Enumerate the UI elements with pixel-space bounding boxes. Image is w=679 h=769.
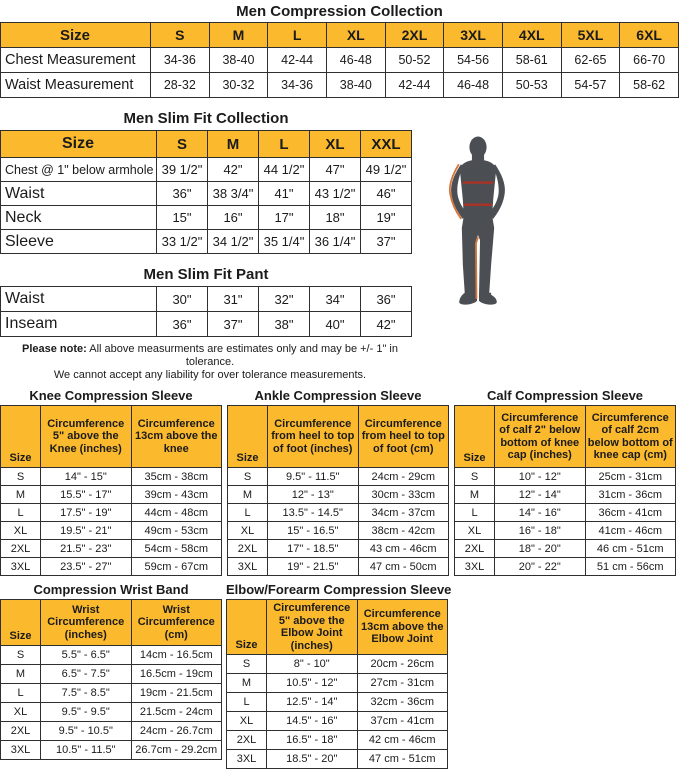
cell: 26.7cm - 29.2cm [131,741,222,760]
size-cell: 3XL [1,558,41,576]
men-slim-fit-pant-table [0,286,412,337]
size-cell: S [227,655,267,674]
size-col-header: 4XL [502,23,561,48]
cell: 42 cm - 46cm [357,731,448,750]
size-col-header: L [268,23,327,48]
table-row [228,504,449,522]
table-row [1,287,412,312]
cell: 46" [361,182,412,206]
size-col-header: 5XL [561,23,620,48]
cell: 31cm - 36cm [585,486,676,504]
cell: 30cm - 33cm [358,486,449,504]
row-label: Sleeve [1,230,157,254]
cell: 51 cm - 56cm [585,558,676,576]
cell: 34-36 [268,73,327,98]
table-row [1,312,412,337]
men-compression-collection-title: Men Compression Collection [236,3,443,20]
cell: 43 cm - 46cm [358,540,449,558]
male-figure-illustration [444,135,512,315]
cell: 32cm - 36cm [357,693,448,712]
cell: 34" [310,287,361,312]
cell: 16" - 18" [495,522,586,540]
sleeve-tables-row-1 [0,388,679,576]
cell: 16" [208,206,259,230]
cell: 33 1/2" [157,230,208,254]
cell: 32" [259,287,310,312]
cell: 9.5" - 10.5" [41,722,132,741]
cell: 39 1/2" [157,158,208,182]
knee-compression-sleeve-title: Knee Compression Sleeve [29,388,193,403]
cell: 14cm - 16.5cm [131,646,222,665]
table-row [1,522,222,540]
cell: 19.5" - 21" [41,522,132,540]
cell: 18" - 20" [495,540,586,558]
cell: 35 1/4" [259,230,310,254]
size-cell: L [455,504,495,522]
row-label: Waist [1,182,157,206]
cell: 36cm - 41cm [585,504,676,522]
cell: 50-52 [385,48,444,73]
cell: 12" - 13" [268,486,359,504]
size-cell: S [1,646,41,665]
size-col-header: L [259,131,310,158]
cell: 30-32 [209,73,268,98]
cell: 37cm - 41cm [357,712,448,731]
men-compression-collection-section [0,0,679,98]
table-row [1,741,222,760]
cell: 44cm - 48cm [131,504,222,522]
size-col-header: M [209,23,268,48]
size-header: Size [1,600,41,646]
inches-column-header: Circumference of calf 2" below bottom of knee cap (inches) [495,406,586,468]
table-row [1,703,222,722]
size-cell: 3XL [455,558,495,576]
cell: 36" [361,287,412,312]
cell: 27cm - 31cm [357,674,448,693]
table-row [1,230,412,254]
cell: 34 1/2" [208,230,259,254]
cell: 43 1/2" [310,182,361,206]
header-row [1,600,222,646]
cell: 12" - 14" [495,486,586,504]
cell: 46 cm - 51cm [585,540,676,558]
table-row [1,48,679,73]
cell: 18" [310,206,361,230]
table-row [1,558,222,576]
cell: 15" - 16.5" [268,522,359,540]
header-row [1,406,222,468]
cell: 31" [208,287,259,312]
cell: 47 cm - 51cm [357,750,448,769]
cell: 46-48 [326,48,385,73]
cell: 46-48 [444,73,503,98]
table-row [455,558,676,576]
tolerance-note-line2: We cannot accept any liability for over tolerance measurements. [53,369,367,381]
size-header: Size [228,406,268,468]
cell: 19cm - 21.5cm [131,684,222,703]
size-col-header: XL [310,131,361,158]
size-cell: 3XL [227,750,267,769]
size-cell: M [1,665,41,684]
knee-compression-sleeve-table [0,405,222,576]
cell: 18.5" - 20" [267,750,358,769]
cell: 47" [310,158,361,182]
cell: 41" [259,182,310,206]
calf-compression-sleeve-section [454,388,676,576]
cell: 6.5" - 7.5" [41,665,132,684]
table-row [1,73,679,98]
header-row [455,406,676,468]
cell: 38-40 [209,48,268,73]
size-col-header: XL [326,23,385,48]
table-row [1,684,222,703]
men-slim-fit-collection-table [0,130,412,254]
cell: 54cm - 58cm [131,540,222,558]
size-cell: 3XL [1,741,41,760]
cell: 24cm - 26.7cm [131,722,222,741]
cell: 9.5" - 11.5" [268,468,359,486]
size-cell: XL [455,522,495,540]
table-row [228,540,449,558]
elbow-forearm-compression-sleeve-table [226,599,448,769]
header-row [228,406,449,468]
cell: 14" - 15" [41,468,132,486]
cell: 16.5" - 18" [267,731,358,750]
inches-column-header: Wrist Circumference (inches) [41,600,132,646]
size-cell: 2XL [227,731,267,750]
table-row [1,504,222,522]
sleeve-tables-row-2 [0,582,679,769]
cell: 16.5cm - 19cm [131,665,222,684]
inseam-measurement-line [476,237,478,299]
size-header: Size [1,131,157,158]
size-cell: XL [1,522,41,540]
cell: 34-36 [151,48,210,73]
table-row [227,693,448,712]
inches-column-header: Circumference 5" above the Knee (inches) [41,406,132,468]
table-row [455,468,676,486]
cell: 59cm - 67cm [131,558,222,576]
row-label: Neck [1,206,157,230]
cell: 58-62 [620,73,679,98]
cell: 49cm - 53cm [131,522,222,540]
size-cell: XL [1,703,41,722]
men-slim-fit-collection-title: Men Slim Fit Collection [123,110,289,127]
cell: 49 1/2" [361,158,412,182]
size-col-header: S [151,23,210,48]
size-col-header: XXL [361,131,412,158]
cell: 47 cm - 50cm [358,558,449,576]
men-slim-fit-collection-section [0,110,679,254]
compression-wrist-band-table [0,599,222,760]
table-row [455,522,676,540]
cell: 42" [361,312,412,337]
cell: 54-56 [444,48,503,73]
header-row [1,23,679,48]
size-cell: S [1,468,41,486]
cell: 50-53 [502,73,561,98]
row-label: Inseam [1,312,157,337]
table-row [228,522,449,540]
size-col-header: M [208,131,259,158]
cell: 35cm - 38cm [131,468,222,486]
header-row [1,131,412,158]
cell: 17.5" - 19" [41,504,132,522]
size-cell: L [1,504,41,522]
elbow-forearm-compression-sleeve-section [226,582,451,769]
cell: 17" - 18.5" [268,540,359,558]
cell: 23.5" - 27" [41,558,132,576]
ankle-compression-sleeve-section [227,388,449,576]
cell: 54-57 [561,73,620,98]
table-row [1,540,222,558]
cell: 15.5" - 17" [41,486,132,504]
figure-torso-legs [460,154,496,295]
row-label: Chest @ 1" below armhole [1,158,157,182]
cm-column-header: Circumference 13cm above the Elbow Joint [357,600,448,655]
cell: 13.5" - 14.5" [268,504,359,522]
cell: 14" - 16" [495,504,586,522]
compression-wrist-band-title: Compression Wrist Band [33,582,189,597]
table-row [455,486,676,504]
table-row [455,540,676,558]
cell: 30" [157,287,208,312]
table-row [227,731,448,750]
cell: 42-44 [385,73,444,98]
men-compression-collection-table [0,22,679,98]
knee-compression-sleeve-section [0,388,222,576]
cell: 36" [157,182,208,206]
size-cell: L [227,693,267,712]
elbow-forearm-compression-sleeve-title: Elbow/Forearm Compression Sleeve [226,582,452,597]
cell: 42" [208,158,259,182]
table-row [1,206,412,230]
size-cell: XL [228,522,268,540]
cell: 62-65 [561,48,620,73]
cell: 38 3/4" [208,182,259,206]
table-row [1,158,412,182]
calf-compression-sleeve-table [454,405,676,576]
cell: 25cm - 31cm [585,468,676,486]
cell: 34cm - 37cm [358,504,449,522]
cell: 17" [259,206,310,230]
figure-right-foot [479,293,497,305]
ankle-compression-sleeve-title: Ankle Compression Sleeve [254,388,422,403]
size-header: Size [1,406,41,468]
table-row [1,646,222,665]
inches-column-header: Circumference 5" above the Elbow Joint (inches) [267,600,358,655]
cell: 24cm - 29cm [358,468,449,486]
size-cell: 2XL [228,540,268,558]
cell: 10.5" - 12" [267,674,358,693]
cell: 5.5" - 6.5" [41,646,132,665]
cell: 7.5" - 8.5" [41,684,132,703]
table-row [1,722,222,741]
cell: 12.5" - 14" [267,693,358,712]
size-cell: M [455,486,495,504]
cell: 10.5" - 11.5" [41,741,132,760]
cell: 38-40 [326,73,385,98]
table-row [1,468,222,486]
size-header: Size [1,23,151,48]
cell: 14.5" - 16" [267,712,358,731]
table-row [227,750,448,769]
cell: 19" [361,206,412,230]
tolerance-note-bold: Please note: [22,343,87,355]
cell: 10" - 12" [495,468,586,486]
calf-compression-sleeve-title: Calf Compression Sleeve [486,388,644,403]
size-cell: S [228,468,268,486]
size-col-header: S [157,131,208,158]
size-col-header: 2XL [385,23,444,48]
cm-column-header: Circumference from heel to top of foot (cm) [358,406,449,468]
cell: 20" - 22" [495,558,586,576]
size-header: Size [227,600,267,655]
size-cell: 3XL [228,558,268,576]
header-row [227,600,448,655]
cell: 38cm - 42cm [358,522,449,540]
size-cell: L [1,684,41,703]
table-row [1,486,222,504]
table-row [228,486,449,504]
size-cell: M [1,486,41,504]
cell: 38" [259,312,310,337]
cell: 41cm - 46cm [585,522,676,540]
inches-column-header: Circumference from heel to top of foot (inches) [268,406,359,468]
cell: 37" [208,312,259,337]
cm-column-header: Wrist Circumference (cm) [131,600,222,646]
cell: 37" [361,230,412,254]
male-silhouette-icon [444,135,512,315]
size-col-header: 3XL [444,23,503,48]
row-label: Waist Measurement [1,73,151,98]
ankle-compression-sleeve-table [227,405,449,576]
men-slim-fit-pant-section [0,266,679,337]
table-row [228,468,449,486]
size-cell: M [227,674,267,693]
table-row [455,504,676,522]
cell: 39cm - 43cm [131,486,222,504]
table-row [1,665,222,684]
row-label: Chest Measurement [1,48,151,73]
figure-left-foot [459,293,477,305]
cell: 19" - 21.5" [268,558,359,576]
cm-column-header: Circumference of calf 2cm below bottom of knee cap (cm) [585,406,676,468]
cell: 8" - 10" [267,655,358,674]
table-row [227,674,448,693]
cell: 20cm - 26cm [357,655,448,674]
compression-wrist-band-section [0,582,222,760]
table-row [227,655,448,674]
cell: 42-44 [268,48,327,73]
size-cell: 2XL [1,540,41,558]
size-header: Size [455,406,495,468]
row-label: Waist [1,287,157,312]
size-cell: 2XL [455,540,495,558]
cell: 40" [310,312,361,337]
size-cell: S [455,468,495,486]
cm-column-header: Circumference 13cm above the knee [131,406,222,468]
tolerance-note [0,343,420,382]
cell: 28-32 [151,73,210,98]
cell: 21.5cm - 24cm [131,703,222,722]
size-col-header: 6XL [620,23,679,48]
size-cell: XL [227,712,267,731]
cell: 66-70 [620,48,679,73]
table-row [1,182,412,206]
cell: 9.5" - 9.5" [41,703,132,722]
men-slim-fit-pant-title: Men Slim Fit Pant [143,266,269,283]
size-cell: M [228,486,268,504]
cell: 36 1/4" [310,230,361,254]
tolerance-note-line1: Please note: All above measurments are estimates only and may be +/- 1" in tolerance. [22,343,398,368]
cell: 15" [157,206,208,230]
table-row [228,558,449,576]
size-cell: 2XL [1,722,41,741]
cell: 36" [157,312,208,337]
cell: 58-61 [502,48,561,73]
cell: 21.5" - 23" [41,540,132,558]
cell: 44 1/2" [259,158,310,182]
table-row [227,712,448,731]
size-cell: L [228,504,268,522]
